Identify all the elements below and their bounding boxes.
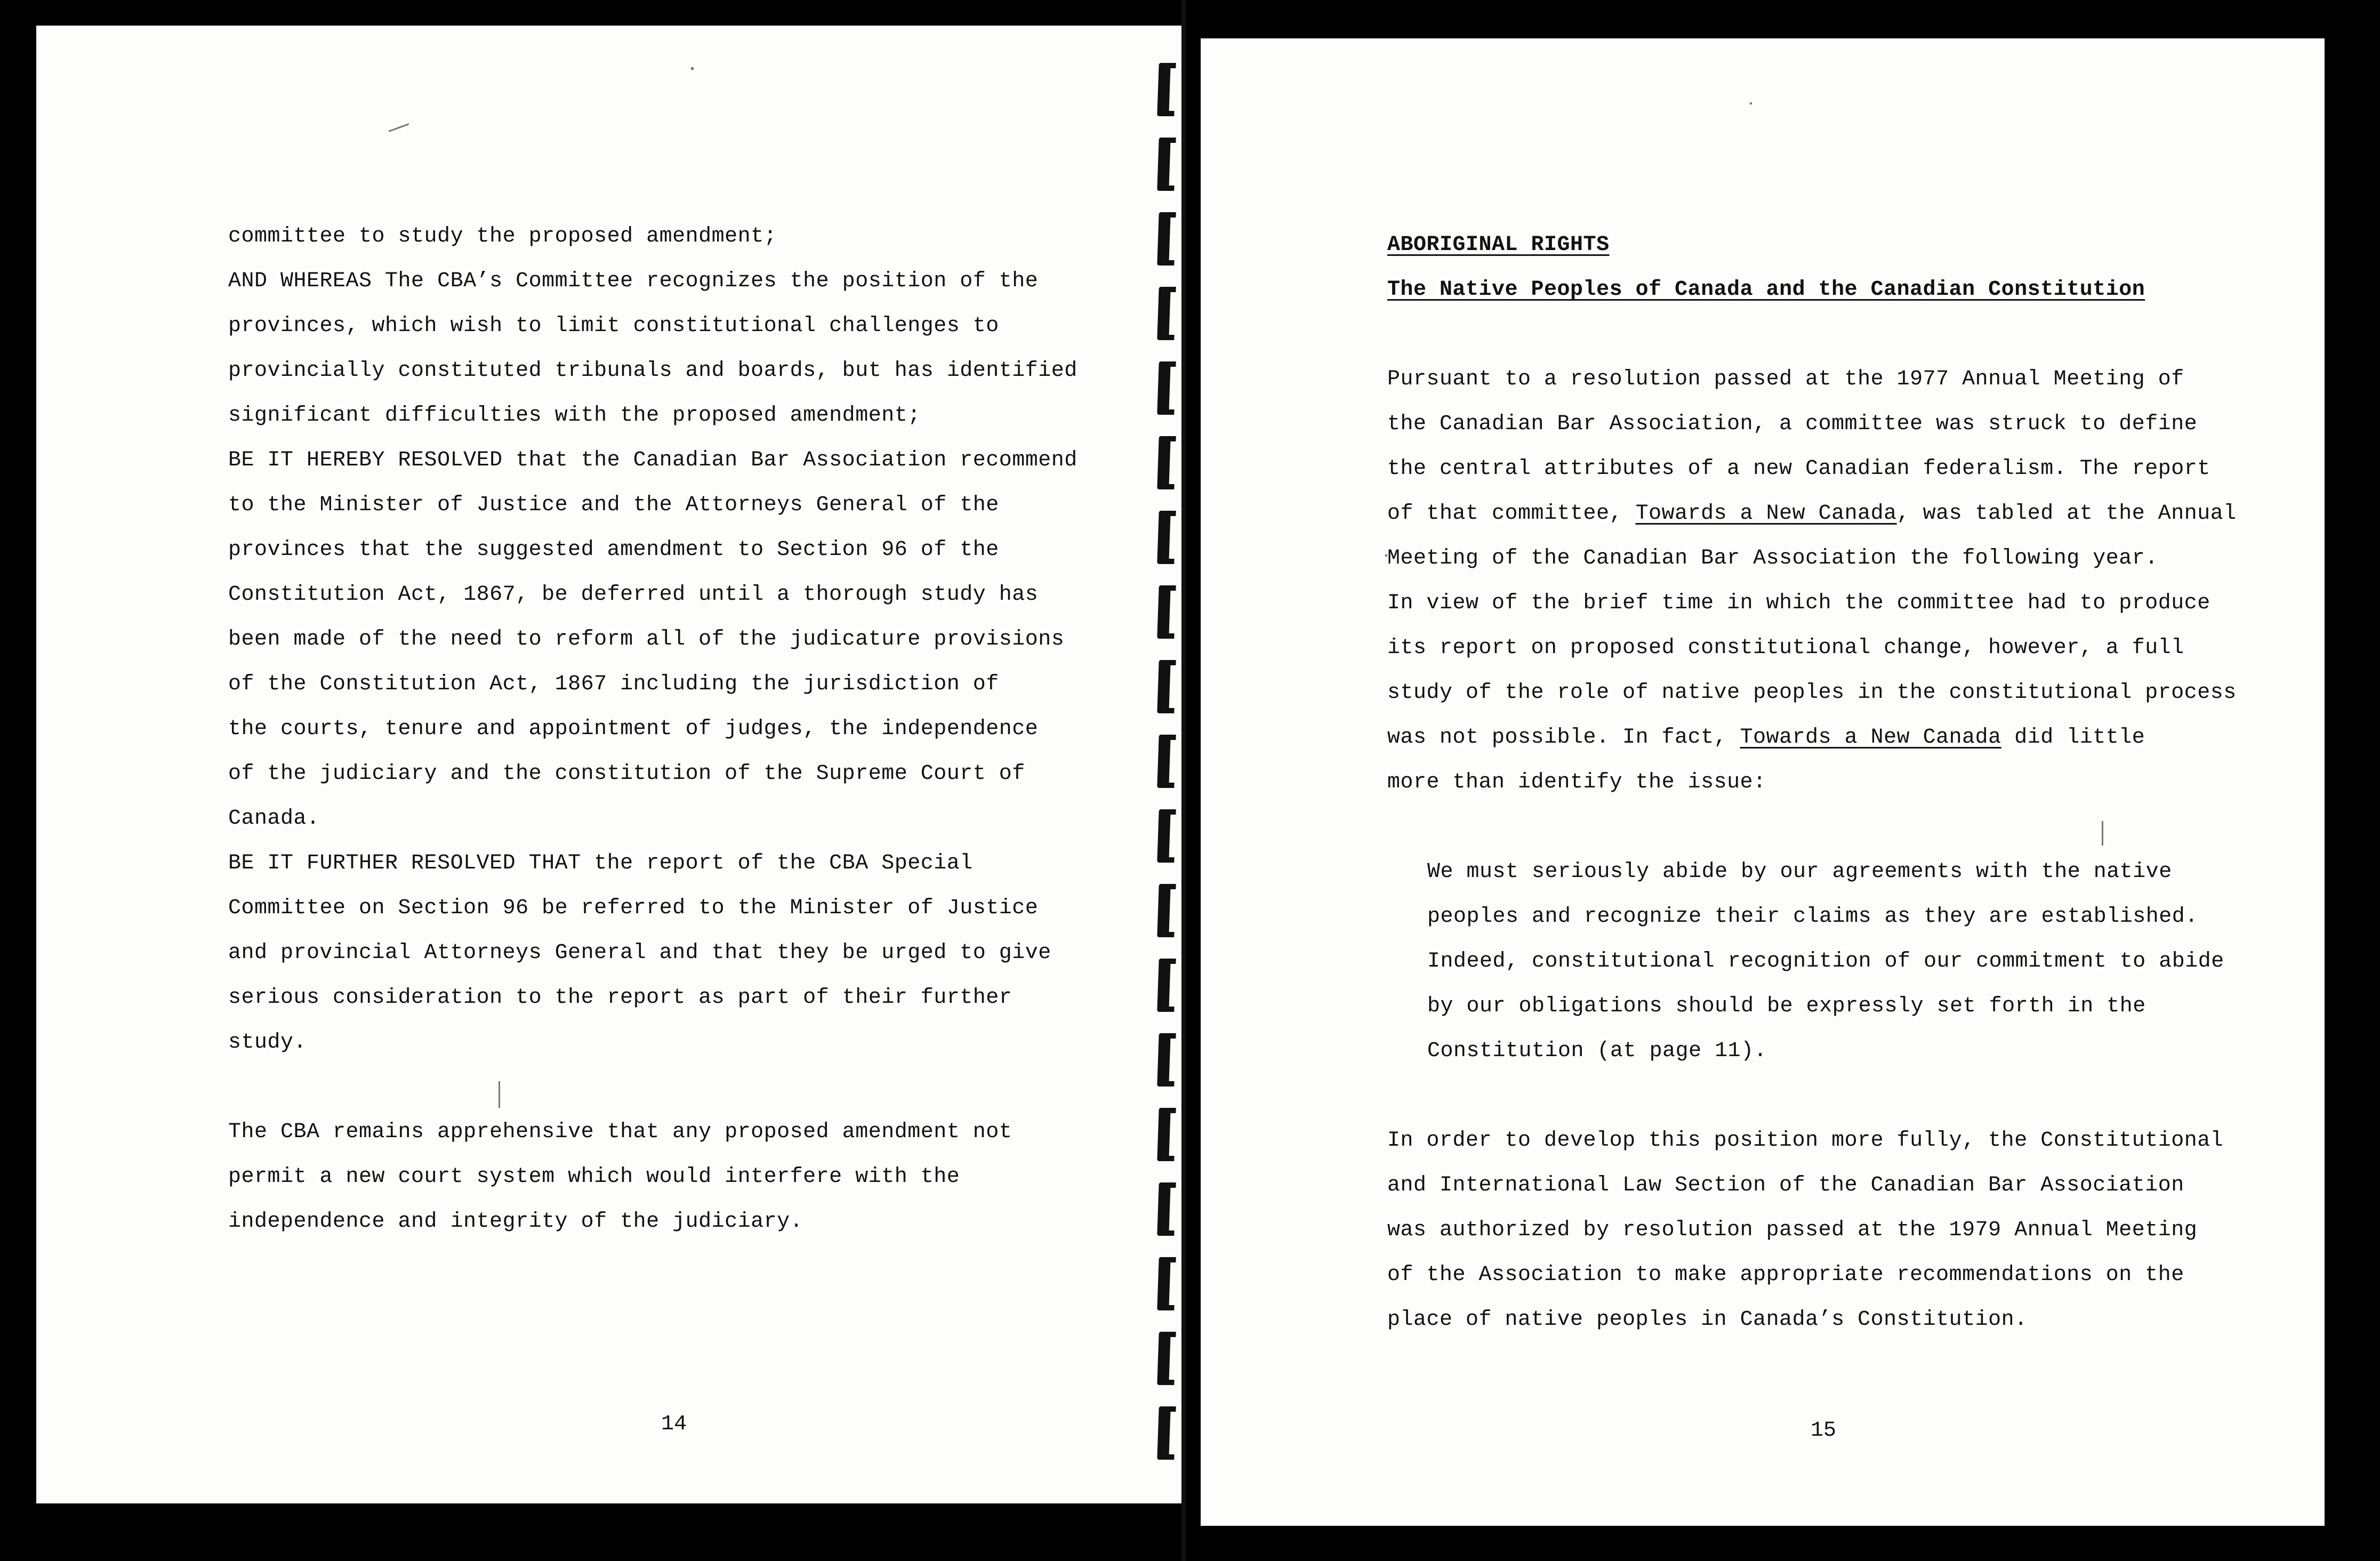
left-line: Constitution Act, 1867, be deferred until a thorough study has: [228, 583, 1039, 607]
right-line: more than identify the issue:: [1387, 770, 1766, 794]
scan-speck: [2102, 821, 2103, 846]
right-line: In view of the brief time in which the committee had to produce: [1387, 591, 2210, 615]
quote-line: Constitution (at page 11).: [1427, 1039, 1767, 1063]
left-line: the courts, tenure and appointment of judges, the independence: [228, 717, 1039, 741]
right-line: and International Law Section of the Canadian Bar Association: [1387, 1173, 2184, 1197]
right-line: In order to develop this position more fully, the Constitutional: [1387, 1129, 2224, 1153]
title-reference: Towards a New Canada: [1635, 502, 1897, 526]
left-line: provinces, which wish to limit constitutional challenges to: [228, 314, 999, 338]
section-heading: ABORIGINAL RIGHTS: [1387, 233, 1610, 257]
left-line: provincially constituted tribunals and boards, but has identified: [228, 359, 1078, 383]
left-line: and provincial Attorneys General and that they be urged to give: [228, 941, 1051, 965]
quote-line: by our obligations should be expressly set forth in the: [1427, 994, 2146, 1018]
right-line: [1387, 725, 2145, 751]
left-line: permit a new court system which would interfere with the: [228, 1165, 960, 1189]
title-reference: Towards a New Canada: [1740, 726, 2001, 750]
right-line: the central attributes of a new Canadian federalism. The report: [1387, 457, 2210, 481]
scan-speck: [1385, 554, 1387, 557]
left-page: [36, 26, 1185, 1503]
right-line: the Canadian Bar Association, a committee was struck to define: [1387, 412, 2198, 436]
left-line: provinces that the suggested amendment to Section 96 of the: [228, 538, 999, 562]
scan-speck: [691, 67, 694, 70]
line-text: of that committee,: [1387, 502, 1636, 526]
scan-speck: [498, 1081, 500, 1108]
left-line: been made of the need to reform all of the judicature provisions: [228, 627, 1065, 651]
right-line: Pursuant to a resolution passed at the 1977 Annual Meeting of: [1387, 367, 2184, 391]
right-line: place of native peoples in Canada’s Constitution.: [1387, 1308, 2028, 1332]
line-text: did little: [2001, 726, 2145, 750]
left-line: committee to study the proposed amendment;: [228, 224, 777, 248]
line-text: , was tabled at the Annual: [1896, 502, 2237, 526]
quote-line: peoples and recognize their claims as they are established.: [1427, 905, 2198, 929]
scan-speck: [389, 123, 409, 132]
page-number-right: 15: [1811, 1419, 1837, 1443]
section-subheading: The Native Peoples of Canada and the Canadian Constitution: [1387, 278, 2145, 302]
left-line: The CBA remains apprehensive that any proposed amendment not: [228, 1120, 1012, 1144]
left-line: serious consideration to the report as part of their further: [228, 986, 1012, 1010]
quote-line: Indeed, constitutional recognition of our commitment to abide: [1427, 950, 2224, 973]
left-line: of the judiciary and the constitution of the Supreme Court of: [228, 762, 1025, 786]
page-number-left: 14: [661, 1412, 687, 1436]
left-line: significant difficulties with the proposed amendment;: [228, 404, 921, 428]
left-line: of the Constitution Act, 1867 including the jurisdiction of: [228, 672, 999, 696]
scan-speck: [1750, 102, 1752, 104]
left-line: AND WHEREAS The CBA’s Committee recognizes the position of the: [228, 269, 1039, 293]
right-line: its report on proposed constitutional change, however, a full: [1387, 636, 2184, 660]
line-text: was not possible. In fact,: [1387, 726, 1740, 750]
left-line: to the Minister of Justice and the Attorneys General of the: [228, 493, 999, 517]
right-page: [1201, 38, 2325, 1526]
left-line: independence and integrity of the judiciary.: [228, 1210, 803, 1234]
right-line: Meeting of the Canadian Bar Association the following year.: [1387, 546, 2158, 570]
left-line: BE IT HEREBY RESOLVED that the Canadian Bar Association recommend: [228, 448, 1078, 472]
quote-line: We must seriously abide by our agreements with the native: [1427, 860, 2172, 884]
left-line: study.: [228, 1031, 307, 1055]
left-line: Canada.: [228, 807, 320, 831]
right-line: of the Association to make appropriate recommendations on the: [1387, 1263, 2184, 1287]
right-line: [1387, 501, 2237, 527]
left-line: Committee on Section 96 be referred to the Minister of Justice: [228, 896, 1039, 920]
right-line: study of the role of native peoples in the constitutional process: [1387, 681, 2237, 705]
right-line: was authorized by resolution passed at the 1979 Annual Meeting: [1387, 1218, 2198, 1242]
left-line: BE IT FURTHER RESOLVED THAT the report of the CBA Special: [228, 851, 973, 875]
